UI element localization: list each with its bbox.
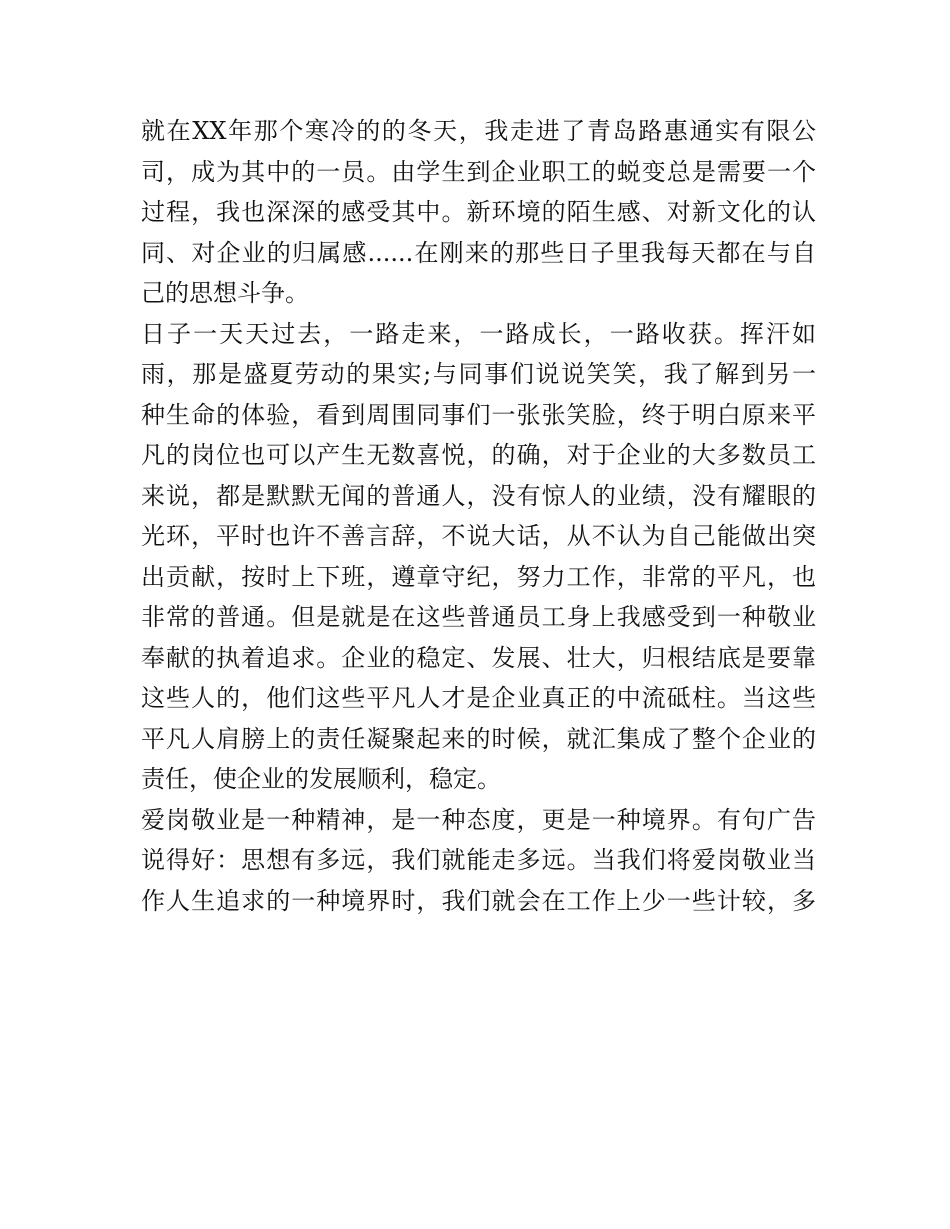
paragraph-3: [141, 800, 816, 922]
text-line: 日子一天天过去，一路走来，一路成长，一路收获。挥汗如: [141, 319, 816, 348]
text-line: 来说，都是默默无闻的普通人，没有惊人的业绩，没有耀眼的: [141, 481, 816, 510]
document-page: [141, 111, 816, 921]
text-line: 过程，我也深深的感受其中。新环境的陌生感、对新文化的认: [141, 198, 816, 226]
text-line: 光环，平时也许不善言辞，不说大话，从不认为自己能做出突: [141, 522, 816, 550]
text-line: 司，成为其中的一员。由学生到企业职工的蜕变总是需要一个: [141, 157, 816, 186]
text-line: 责任，使企业的发展顺利，稳定。: [141, 765, 501, 793]
text-line: 爱岗敬业是一种精神，是一种态度，更是一种境界。有句广告: [141, 805, 816, 834]
text-line: 就在XX年那个寒冷的的冬天，我走进了青岛路惠通实有限公: [141, 117, 816, 145]
text-line: 这些人的，他们这些平凡人才是企业真正的中流砥柱。当这些: [141, 684, 816, 712]
text-line: 非常的普通。但是就是在这些普通员工身上我感受到一种敬业: [141, 603, 816, 631]
text-line: 种生命的体验，看到周围同事们一张张笑脸，终于明白原来平: [141, 400, 816, 429]
text-line: 奉献的执着追求。企业的稳定、发展、壮大，归根结底是要靠: [141, 643, 816, 672]
text-line: 平凡人肩膀上的责任凝聚起来的时候，就汇集成了整个企业的: [141, 724, 816, 753]
text-line: 出贡献，按时上下班，遵章守纪，努力工作，非常的平凡，也: [141, 562, 816, 591]
text-line: 雨，那是盛夏劳动的果实;与同事们说说笑笑，我了解到另一: [141, 360, 816, 388]
text-line: 己的思想斗争。: [141, 279, 309, 307]
text-line: 作人生追求的一种境界时，我们就会在工作上少一些计较，多: [141, 886, 816, 915]
text-line: 凡的岗位也可以产生无数喜悦，的确，对于企业的大多数员工: [141, 441, 816, 469]
text-line: 同、对企业的归属感......在刚来的那些日子里我每天都在与自: [141, 238, 816, 267]
text-line: 说得好：思想有多远，我们就能走多远。当我们将爱岗敬业当: [141, 846, 816, 874]
paragraph-1: [141, 111, 816, 314]
paragraph-2: [141, 314, 816, 800]
